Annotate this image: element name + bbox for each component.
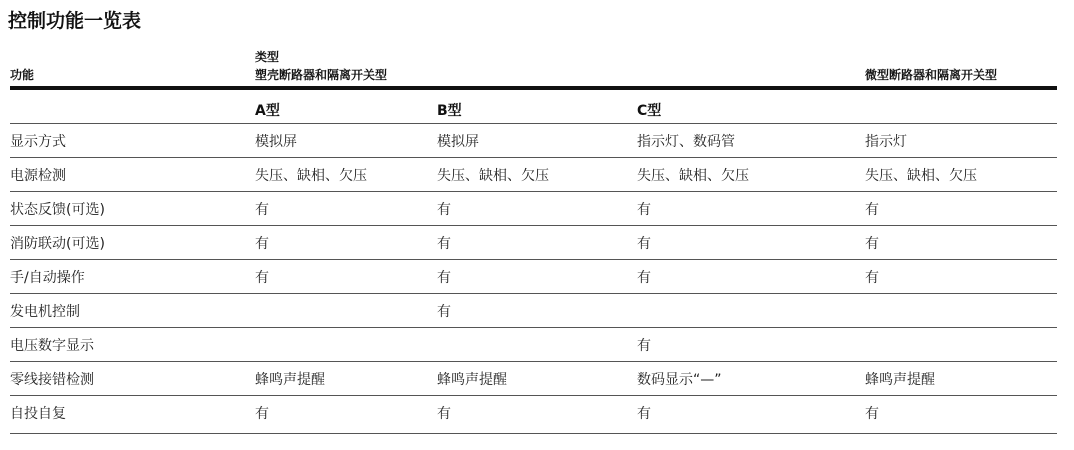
type-label-c: C型 (637, 103, 662, 119)
type-label-a: A型 (255, 103, 280, 119)
value-cell-b: 失压、缺相、欠压 (437, 168, 549, 184)
row-divider (10, 433, 1057, 434)
row-divider (10, 123, 1057, 124)
value-cell-d: 蜂鸣声提醒 (865, 372, 935, 388)
column-header-category: 类型 (255, 50, 280, 64)
value-cell-c: 失压、缺相、欠压 (637, 168, 749, 184)
value-cell-d: 有 (865, 202, 879, 218)
value-cell-c: 指示灯、数码管 (637, 134, 735, 150)
value-cell-a: 有 (255, 406, 269, 422)
row-divider (10, 191, 1057, 192)
type-label-b: B型 (437, 103, 462, 119)
feature-name-cell: 电压数字显示 (10, 338, 94, 354)
header-rule (10, 86, 1057, 90)
value-cell-a: 有 (255, 270, 269, 286)
value-cell-b: 有 (437, 304, 451, 320)
column-header-function: 功能 (10, 68, 35, 82)
value-cell-d: 有 (865, 406, 879, 422)
value-cell-b: 有 (437, 202, 451, 218)
value-cell-c: 有 (637, 338, 651, 354)
value-cell-a: 蜂鸣声提醒 (255, 372, 325, 388)
value-cell-d: 有 (865, 236, 879, 252)
feature-name-cell: 状态反馈(可选) (10, 202, 105, 218)
feature-name-cell: 自投自复 (10, 406, 66, 422)
value-cell-a: 失压、缺相、欠压 (255, 168, 367, 184)
value-cell-d: 有 (865, 270, 879, 286)
value-cell-a: 有 (255, 202, 269, 218)
value-cell-b: 有 (437, 406, 451, 422)
row-divider (10, 361, 1057, 362)
value-cell-b: 蜂鸣声提醒 (437, 372, 507, 388)
value-cell-c: 有 (637, 270, 651, 286)
column-header-mcb: 微型断路器和隔离开关型 (865, 68, 998, 82)
value-cell-a: 有 (255, 236, 269, 252)
feature-name-cell: 零线接错检测 (10, 372, 94, 388)
value-cell-c: 有 (637, 406, 651, 422)
page-title: 控制功能一览表 (8, 10, 142, 32)
value-cell-c: 有 (637, 236, 651, 252)
value-cell-b: 有 (437, 270, 451, 286)
row-divider (10, 225, 1057, 226)
feature-name-cell: 发电机控制 (10, 304, 80, 320)
feature-name-cell: 显示方式 (10, 134, 66, 150)
row-divider (10, 157, 1057, 158)
value-cell-b: 有 (437, 236, 451, 252)
value-cell-c: 数码显示“—” (637, 372, 722, 388)
column-header-mccb: 塑壳断路器和隔离开关型 (255, 68, 388, 82)
row-divider (10, 293, 1057, 294)
value-cell-d: 指示灯 (865, 134, 907, 150)
value-cell-d: 失压、缺相、欠压 (865, 168, 977, 184)
row-divider (10, 327, 1057, 328)
feature-name-cell: 手/自动操作 (10, 270, 85, 286)
feature-name-cell: 电源检测 (10, 168, 66, 184)
value-cell-b: 模拟屏 (437, 134, 479, 150)
feature-name-cell: 消防联动(可选) (10, 236, 105, 252)
value-cell-c: 有 (637, 202, 651, 218)
row-divider (10, 259, 1057, 260)
value-cell-a: 模拟屏 (255, 134, 297, 150)
row-divider (10, 395, 1057, 396)
